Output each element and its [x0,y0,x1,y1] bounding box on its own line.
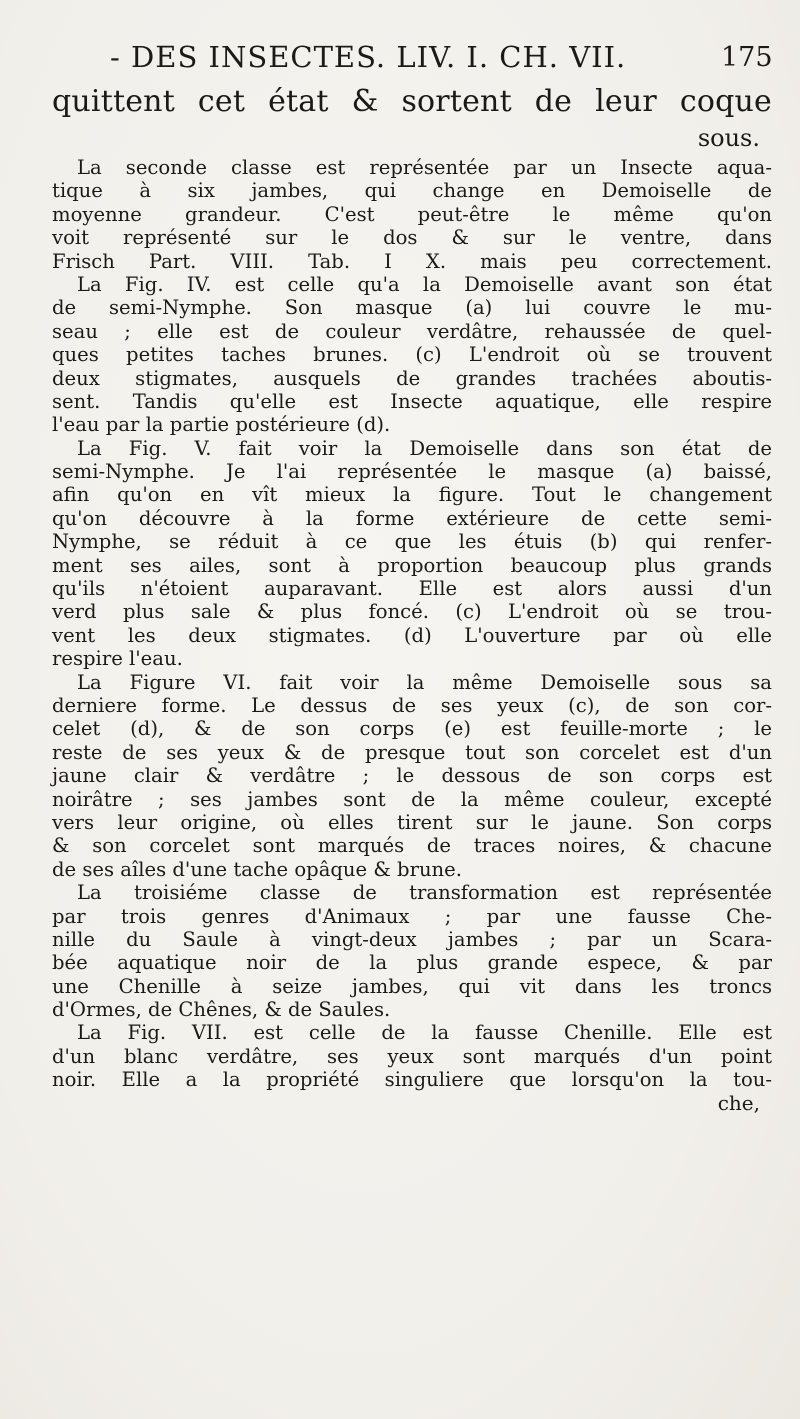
paragraph-start: La Fig. IV. est celle qu'a la Demoiselle avant son état [77,272,772,296]
text-line: & son corcelet sont marqués de traces noires, & chacune [52,834,772,858]
text-line: noirâtre ; ses jambes sont de la même couleur, excepté [52,787,772,811]
text-line: par trois genres d'Animaux ; par une fausse Che- [52,904,772,928]
text-line: verd plus sale & plus foncé. (c) L'endroit où se trou- [52,600,772,624]
text-line: nille du Saule à vingt-deux jambes ; par un Scara- [52,927,772,951]
paragraph-start: La Fig. V. fait voir la Demoiselle dans son état de [77,436,772,460]
text-line: celet (d), & de son corps (e) est feuille-morte ; le [52,717,772,741]
text-line: derniere forme. Le dessus de ses yeux (c), de son cor- [52,693,772,717]
body-text [52,80,772,1118]
paragraph-start: La Fig. VII. est celle de la fausse Chenille. Elle est [77,1021,772,1045]
paragraph-start: La Figure VI. fait voir la même Demoiselle sous sa [77,670,772,694]
text-line: afin qu'on en vît mieux la figure. Tout le changement [52,483,772,507]
text-line-catchword: che, [717,1090,760,1115]
text-line: qu'on découvre à la forme extérieure de cette semi- [52,506,772,530]
text-line: tique à six jambes, qui change en Demoiselle de [52,179,772,203]
text-line: quittent cet état & sortent de leur coque [52,84,772,119]
text-line: d'un blanc verdâtre, ses yeux sont marqués d'un point [52,1044,772,1068]
text-line: une Chenille à seize jambes, qui vit dans les troncs [52,974,772,998]
text-line: vers leur origine, où elles tirent sur le jaune. Son corps [52,810,772,834]
text-line: d'Ormes, de Chênes, & de Saules. [52,998,391,1022]
page-number: 175 [721,42,773,73]
text-line: semi-Nymphe. Je l'ai représentée le masque (a) baissé, [52,460,772,484]
text-line: noir. Elle a la propriété singuliere que lorsqu'on la tou- [52,1068,772,1092]
text-line: l'eau par la partie postérieure (d). [52,413,391,437]
paragraph-start: La seconde classe est représentée par un Insecte aqua- [77,156,772,179]
text-line: Frisch Part. VIII. Tab. I X. mais peu correctement. [52,249,772,273]
text-line: voit représenté sur le dos & sur le ventre, dans [52,226,772,250]
text-line: respire l'eau. [52,647,183,671]
text-line: reste de ses yeux & de presque tout son corcelet est d'un [52,740,772,764]
text-line: bée aquatique noir de la plus grande espece, & par [52,951,772,975]
text-line: seau ; elle est de couleur verdâtre, rehaussée de quel- [52,319,772,343]
text-line: moyenne grandeur. C'est peut-être le même qu'on [52,202,772,226]
text-line: vent les deux stigmates. (d) L'ouverture par où elle [52,623,772,647]
text-line: Nymphe, se réduit à ce que les étuis (b) qui renfer- [52,530,772,554]
text-line: de semi-Nymphe. Son masque (a) lui couvre le mu- [52,296,772,320]
text-line: qu'ils n'étoient auparavant. Elle est alors aussi d'un [52,577,772,601]
text-line: ment ses ailes, sont à proportion beaucoup plus grands [52,553,772,577]
text-line: jaune clair & verdâtre ; le dessous de son corps est [52,764,772,788]
running-head [0,40,800,80]
text-line: deux stigmates, ausquels de grandes trachées aboutis- [52,366,772,390]
text-line-catchword: sous. [697,124,760,152]
paragraph-start: La troisiéme classe de transformation est représentée [77,881,772,905]
text-line: sent. Tandis qu'elle est Insecte aquatique, elle respire [52,389,772,413]
text-line: de ses aîles d'une tache opâque & brune. [52,857,463,881]
text-line: ques petites taches brunes. (c) L'endroit où se trouvent [52,343,772,367]
running-head-title: - DES INSECTES. LIV. I. CH. VII. [110,40,627,74]
